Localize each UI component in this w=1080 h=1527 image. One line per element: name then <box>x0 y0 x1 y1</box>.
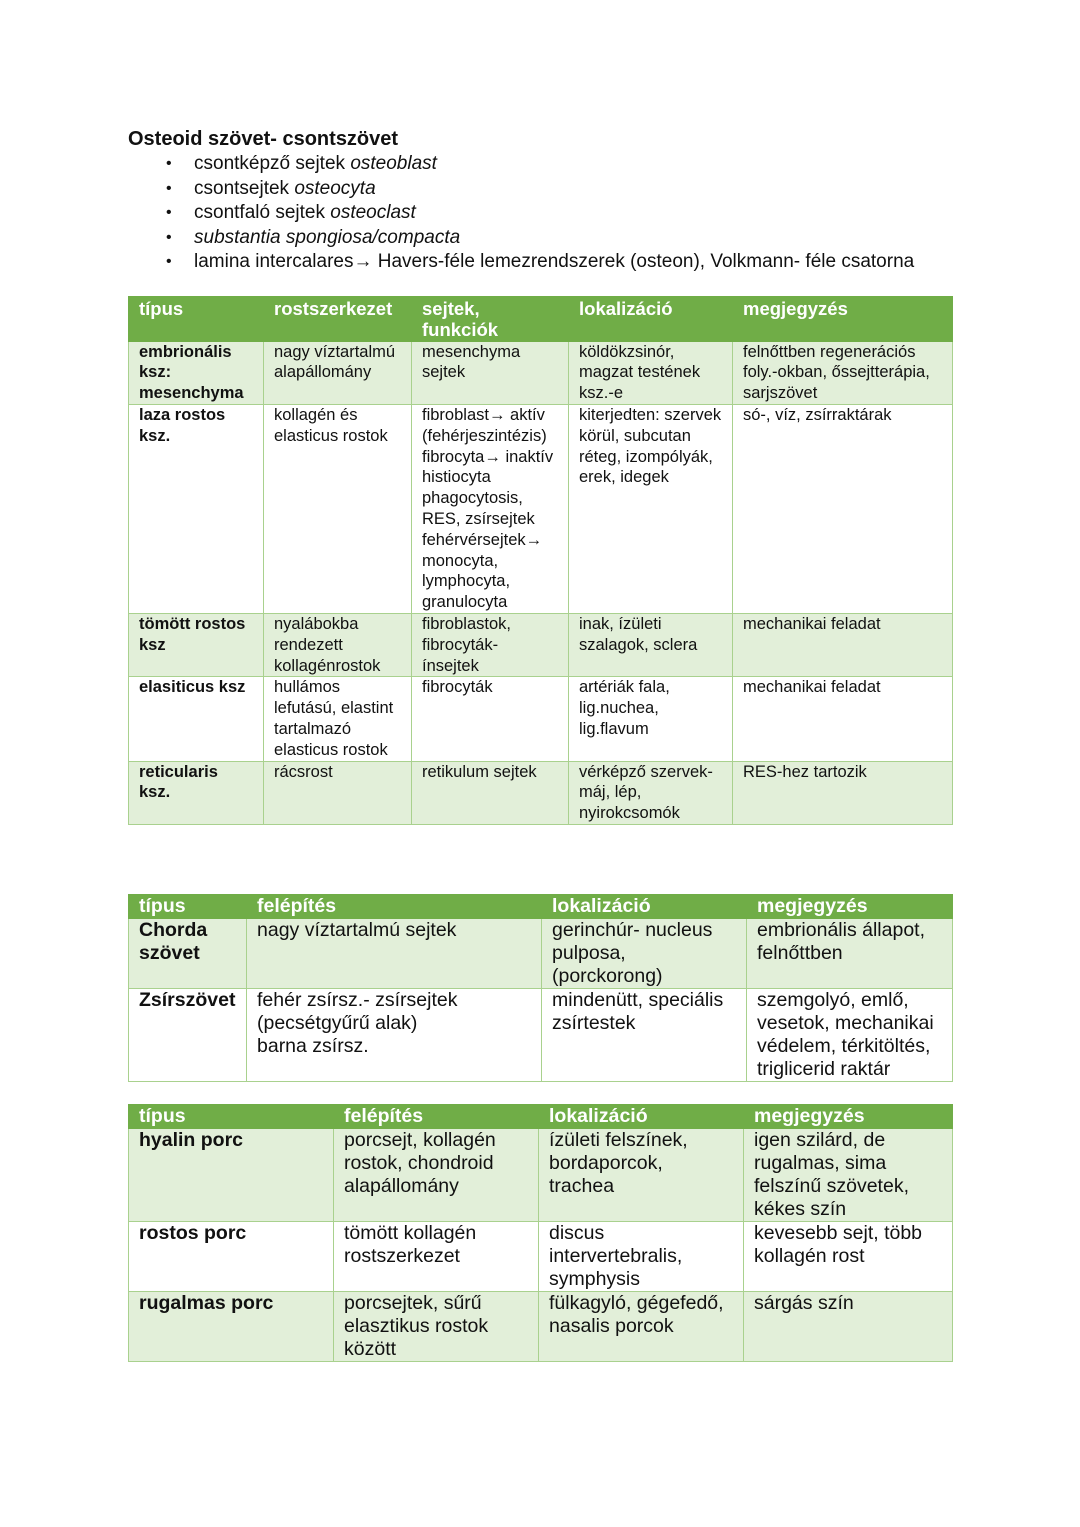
column-header: típus <box>129 895 247 919</box>
column-header: megjegyzés <box>744 1105 953 1129</box>
table-cell: porcsejtek, sűrű elasztikus rostok között <box>334 1292 539 1362</box>
column-header: típus <box>129 1105 334 1129</box>
table-cell: mechanikai feladat <box>733 677 953 761</box>
table-cell: fibroblastok, fibrocyták- ínsejtek <box>412 613 569 676</box>
bullet-text: lamina intercalares→ Havers-féle lemezrendszerek (osteon), Volkmann- féle csatorna <box>194 251 915 272</box>
table-cell: Zsírszövet <box>129 989 247 1082</box>
table-header-row <box>129 895 953 919</box>
column-header: rostszerkezet <box>264 297 412 342</box>
table-cell: fehér zsírsz.- zsírsejtek (pecsétgyűrű alak) barna zsírsz. <box>247 989 542 1082</box>
table-row <box>129 341 953 404</box>
bullet-icon: • <box>166 179 172 197</box>
table-row <box>129 919 953 989</box>
bullet-item <box>128 226 914 251</box>
column-header: lokalizáció <box>542 895 747 919</box>
table-cell: fibroblast→ aktív (fehérjeszintézis) fibrocyta→ inaktív histiocyta phagocytosis, RES, zsírsejtek fehérvérsejtek→ monocyta, lymphocyta, granulocyta <box>412 404 569 613</box>
table-cell: kiterjedten: szervek körül, subcutan réteg, izompólyák, erek, idegek <box>569 404 733 613</box>
column-header: felépítés <box>334 1105 539 1129</box>
bullet-icon: • <box>166 155 172 172</box>
table-cell: mesenchyma sejtek <box>412 341 569 404</box>
bullet-term: osteocyta <box>294 177 376 199</box>
table-cell: vérképző szervek- máj, lép, nyirokcsomók <box>569 761 733 824</box>
column-header: felépítés <box>247 895 542 919</box>
table-row <box>129 404 953 613</box>
table-row <box>129 613 953 676</box>
page-heading: Osteoid szövet- csontszövet <box>128 128 399 150</box>
bullet-term: osteoclast <box>330 202 416 223</box>
column-header: sejtek, funkciók <box>412 297 569 342</box>
table-cell: sárgás szín <box>744 1292 953 1362</box>
table-row <box>129 1129 953 1222</box>
table-cell: Chorda szövet <box>129 919 247 989</box>
bullet-item <box>128 177 914 202</box>
table-cell: tömött rostos ksz <box>129 613 264 676</box>
table-cell: embrionális ksz: mesenchyma <box>129 341 264 404</box>
table-cell: laza rostos ksz. <box>129 404 264 613</box>
table-cell: RES-hez tartozik <box>733 761 953 824</box>
table-cell: nagy víztartalmú alapállomány <box>264 341 412 404</box>
column-header: megjegyzés <box>733 297 953 342</box>
table-row <box>129 677 953 761</box>
chorda-fat-table <box>128 894 953 1082</box>
bullet-icon: • <box>166 253 172 270</box>
table-cell: porcsejt, kollagén rostok, chondroid alapállomány <box>334 1129 539 1222</box>
table-cell: kevesebb sejt, több kollagén rost <box>744 1222 953 1292</box>
table-cell: gerinchúr- nucleus pulposa, (porckorong) <box>542 919 747 989</box>
table-cell: artériák fala, lig.nuchea, lig.flavum <box>569 677 733 761</box>
table-cell: felnőttben regenerációs foly.-okban, őssejtterápia, sarjszövet <box>733 341 953 404</box>
table-cell: köldökzsinór, magzat testének ksz.-e <box>569 341 733 404</box>
bullet-text: csontsejtek <box>194 177 295 199</box>
table-cell: inak, ízületi szalagok, sclera <box>569 613 733 676</box>
table-cell: rostos porc <box>129 1222 334 1292</box>
bullet-list <box>128 152 914 275</box>
bullet-text: csontfaló sejtek <box>194 202 331 223</box>
table-row <box>129 989 953 1082</box>
table-cell: szemgolyó, emlő, vesetok, mechanikai védelem, térkitöltés, triglicerid raktár <box>747 989 953 1082</box>
bullet-icon: • <box>166 204 172 221</box>
cartilage-table <box>128 1104 953 1362</box>
table-cell: hullámos lefutású, elastint tartalmazó elasticus rostok <box>264 677 412 761</box>
table-header-row <box>129 297 953 342</box>
table-cell: igen szilárd, de rugalmas, sima felszínű szövetek, kékes szín <box>744 1129 953 1222</box>
table-cell: nagy víztartalmú sejtek <box>247 919 542 989</box>
table-cell: só-, víz, zsírraktárak <box>733 404 953 613</box>
connective-tissue-table <box>128 296 953 825</box>
bullet-icon: • <box>166 228 172 246</box>
table-cell: hyalin porc <box>129 1129 334 1222</box>
table-cell: rugalmas porc <box>129 1292 334 1362</box>
table-row <box>129 1292 953 1362</box>
table-cell: mindenütt, speciális zsírtestek <box>542 989 747 1082</box>
table-cell: tömött kollagén rostszerkezet <box>334 1222 539 1292</box>
column-header: megjegyzés <box>747 895 953 919</box>
table-cell: mechanikai feladat <box>733 613 953 676</box>
table-cell: nyalábokba rendezett kollagénrostok <box>264 613 412 676</box>
table-cell: fibrocyták <box>412 677 569 761</box>
table-row <box>129 761 953 824</box>
bullet-item <box>128 201 914 226</box>
bullet-term: osteoblast <box>350 153 437 174</box>
bullet-item <box>128 152 914 177</box>
table-cell: kollagén és elasticus rostok <box>264 404 412 613</box>
table-cell: discus intervertebralis, symphysis <box>539 1222 744 1292</box>
table-header-row <box>129 1105 953 1129</box>
column-header: lokalizáció <box>539 1105 744 1129</box>
bullet-term: substantia spongiosa/compacta <box>194 226 461 248</box>
table-cell: embrionális állapot, felnőttben <box>747 919 953 989</box>
table-cell: fülkagyló, gégefedő, nasalis porcok <box>539 1292 744 1362</box>
table-cell: reticularis ksz. <box>129 761 264 824</box>
table-cell: elasiticus ksz <box>129 677 264 761</box>
table-cell: rácsrost <box>264 761 412 824</box>
column-header: lokalizáció <box>569 297 733 342</box>
bullet-item <box>128 250 914 275</box>
table-cell: retikulum sejtek <box>412 761 569 824</box>
column-header: típus <box>129 297 264 342</box>
bullet-text: csontképző sejtek <box>194 153 351 174</box>
table-cell: ízületi felszínek, bordaporcok, trachea <box>539 1129 744 1222</box>
table-row <box>129 1222 953 1292</box>
